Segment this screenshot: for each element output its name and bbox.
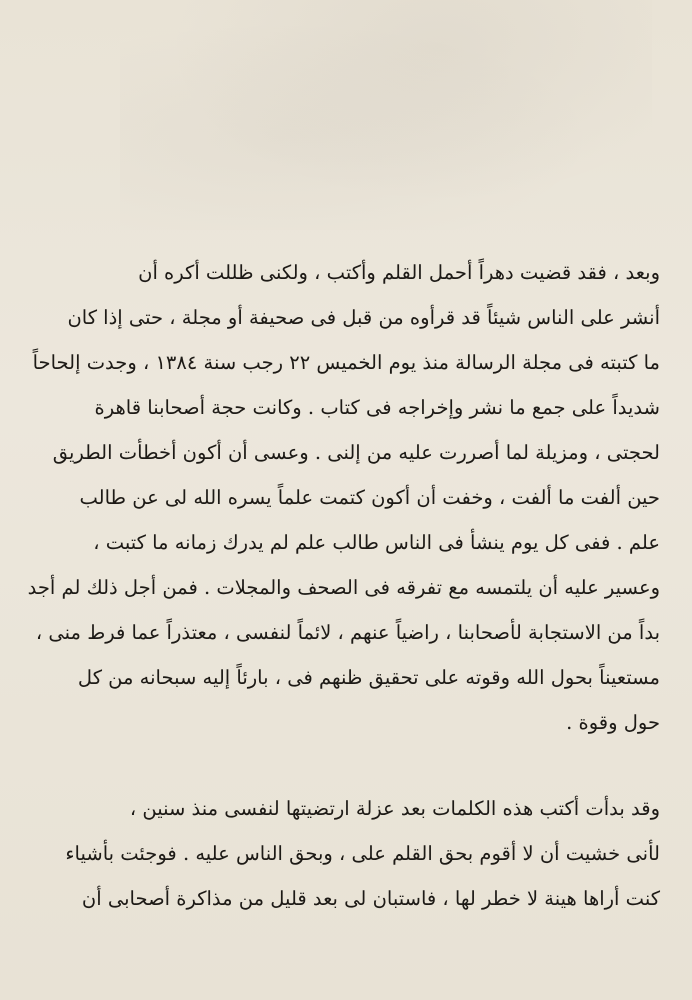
bleed-through-text [120, 0, 652, 230]
text-line: لأنى خشيت أن لا أقوم بحق القلم على ، وبحق الناس عليه . فوجئت بأشياء [65, 842, 660, 865]
text-line: شديداً على جمع ما نشر وإخراجه فى كتاب . وكانت حجة أصحابنا قاهرة [94, 396, 660, 419]
text-line: مستعيناً بحول الله وقوته على تحقيق ظنهم فى ، بارئاً إليه سبحانه من كل [77, 666, 660, 689]
text-line: علم . ففى كل يوم ينشأ فى الناس طالب علم لم يدرك زمانه ما كتبت ، [93, 531, 660, 554]
text-line: لحجتى ، ومزيلة لما أصررت عليه من إلنى . وعسى أن أكون أخطأت الطريق [52, 441, 660, 464]
paragraph-2 [60, 786, 660, 921]
text-line: وبعد ، فقد قضيت دهراً أحمل القلم وأكتب ، ولكنى ظللت أكره أن [138, 261, 660, 284]
text-line: ما كتبته فى مجلة الرسالة منذ يوم الخميس ٢٢ رجب سنة ١٣٨٤ ، وجدت إلحاحاً [32, 351, 660, 374]
text-line: حول وقوة . [566, 711, 660, 734]
text-line: حين ألفت ما ألفت ، وخفت أن أكون كتمت علماً يسره الله لى عن طالب [79, 486, 660, 509]
text-line: بداً من الاستجابة لأصحابنا ، راضياً عنهم ، لائماً لنفسى ، معتذراً عما فرط منى ، [35, 621, 660, 644]
text-line: وعسير عليه أن يلتمسه مع تفرقه فى الصحف والمجلات . فمن أجل ذلك لم أجد [27, 576, 660, 599]
paragraph-1 [27, 250, 660, 745]
text-line: كنت أراها هينة لا خطر لها ، فاستبان لى بعد قليل من مذاكرة أصحابى أن [81, 887, 660, 910]
text-line: أنشر على الناس شيئاً قد قرأوه من قبل فى صحيفة أو مجلة ، حتى إذا كان [67, 306, 660, 329]
text-line: وقد بدأت أكتب هذه الكلمات بعد عزلة ارتضيتها لنفسى منذ سنين ، [129, 797, 660, 820]
